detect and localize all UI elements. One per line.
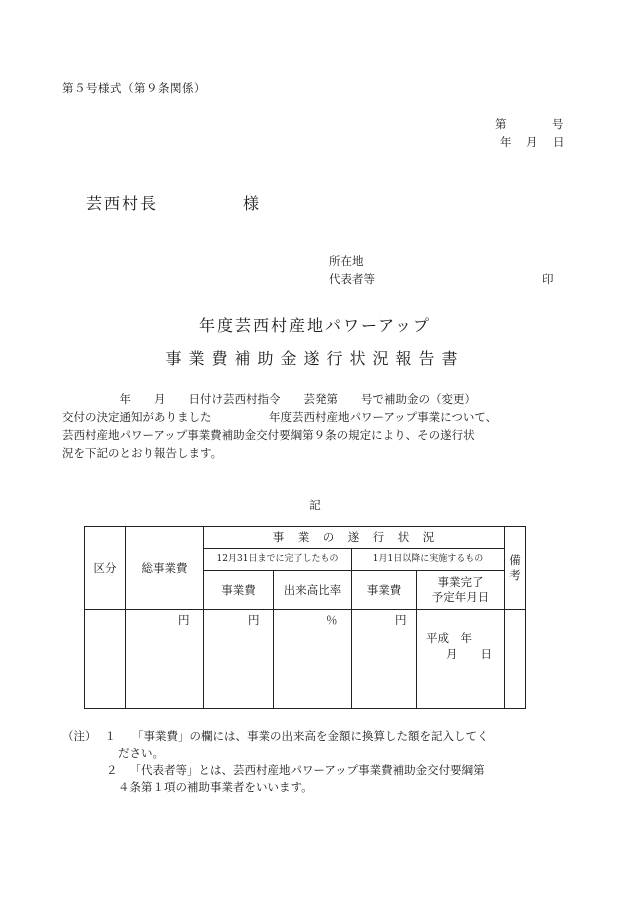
addressee-name: 芸西村長 (86, 194, 159, 213)
body-line: 芸西村産地パワーアップ事業費補助金交付要綱第９条の規定により、その遂行状 (62, 428, 475, 442)
completion-date-value-1: 平成 年 (426, 631, 472, 645)
representative-label: 代表者等 (329, 272, 375, 286)
note-continuation: ４条第１項の補助事業者をいいます。 (118, 780, 313, 794)
header-completed-by-dec31: 12月31日までに完了したもの (216, 554, 339, 564)
note-number: ２ (106, 763, 118, 777)
subheader-completion-date (417, 571, 504, 609)
address-label: 所在地 (329, 254, 364, 268)
note-text: 「事業費」の欄には、事業の出来高を金額に換算した額を記入してく (132, 729, 489, 743)
date-year-label: 年 (500, 135, 512, 149)
unit-rate-percent: ％ (326, 613, 338, 627)
seal-label: 印 (542, 272, 554, 286)
note-continuation: ださい。 (118, 746, 164, 760)
subheader-cost-planned: 事業費 (366, 582, 402, 597)
header-planned-from-jan1: 1月1日以降に実施するもの (372, 554, 484, 564)
note-text: 「代表者等」とは、芸西村産地パワーアップ事業費補助金交付要綱第 (129, 763, 485, 777)
notes (62, 728, 489, 796)
title-line-1: 年度芸西村産地パワーアップ (198, 316, 432, 335)
addressee-honorific: 様 (243, 194, 260, 213)
header-execution-status: 事 業 の 遂 行 状 況 (272, 530, 436, 544)
header-kubun: 区分 (93, 560, 117, 575)
subheader-progress-rate: 出来高比率 (283, 582, 342, 597)
form-number: 第５号様式（第９条関係） (62, 81, 206, 95)
note-item (62, 728, 489, 745)
body-line: 交付の決定通知がありました 年度芸西村産地パワーアップ事業について、 (62, 410, 498, 424)
body-line: 年 月 日付け芸西村指令 芸発第 号で補助金の（変更） (62, 392, 476, 406)
date-month-label: 月 (526, 135, 538, 149)
date-day-label: 日 (553, 135, 565, 149)
unit-cost2-yen: 円 (395, 613, 407, 627)
doc-number-dai: 第 (495, 117, 507, 131)
unit-total-yen: 円 (178, 613, 190, 627)
title-line-2: 事業費補助金遂行状況報告書 (165, 349, 465, 368)
header-remarks: 備考 (509, 553, 521, 582)
unit-cost1-yen: 円 (248, 613, 260, 627)
completion-date-label-2: 予定年月日 (431, 590, 490, 604)
note-item (62, 762, 489, 779)
header-total-cost: 総事業費 (141, 560, 188, 575)
body-line: 況を下記のとおり報告します。 (62, 446, 223, 460)
completion-date-value-2: 月 日 (446, 647, 492, 661)
note-prefix: （注） (62, 729, 97, 743)
ki-heading: 記 (309, 498, 321, 512)
doc-number-go: 号 (552, 117, 564, 131)
note-number: １ (104, 729, 116, 743)
completion-date-label-1: 事業完了 (437, 575, 484, 589)
subheader-cost-completed: 事業費 (221, 582, 256, 597)
